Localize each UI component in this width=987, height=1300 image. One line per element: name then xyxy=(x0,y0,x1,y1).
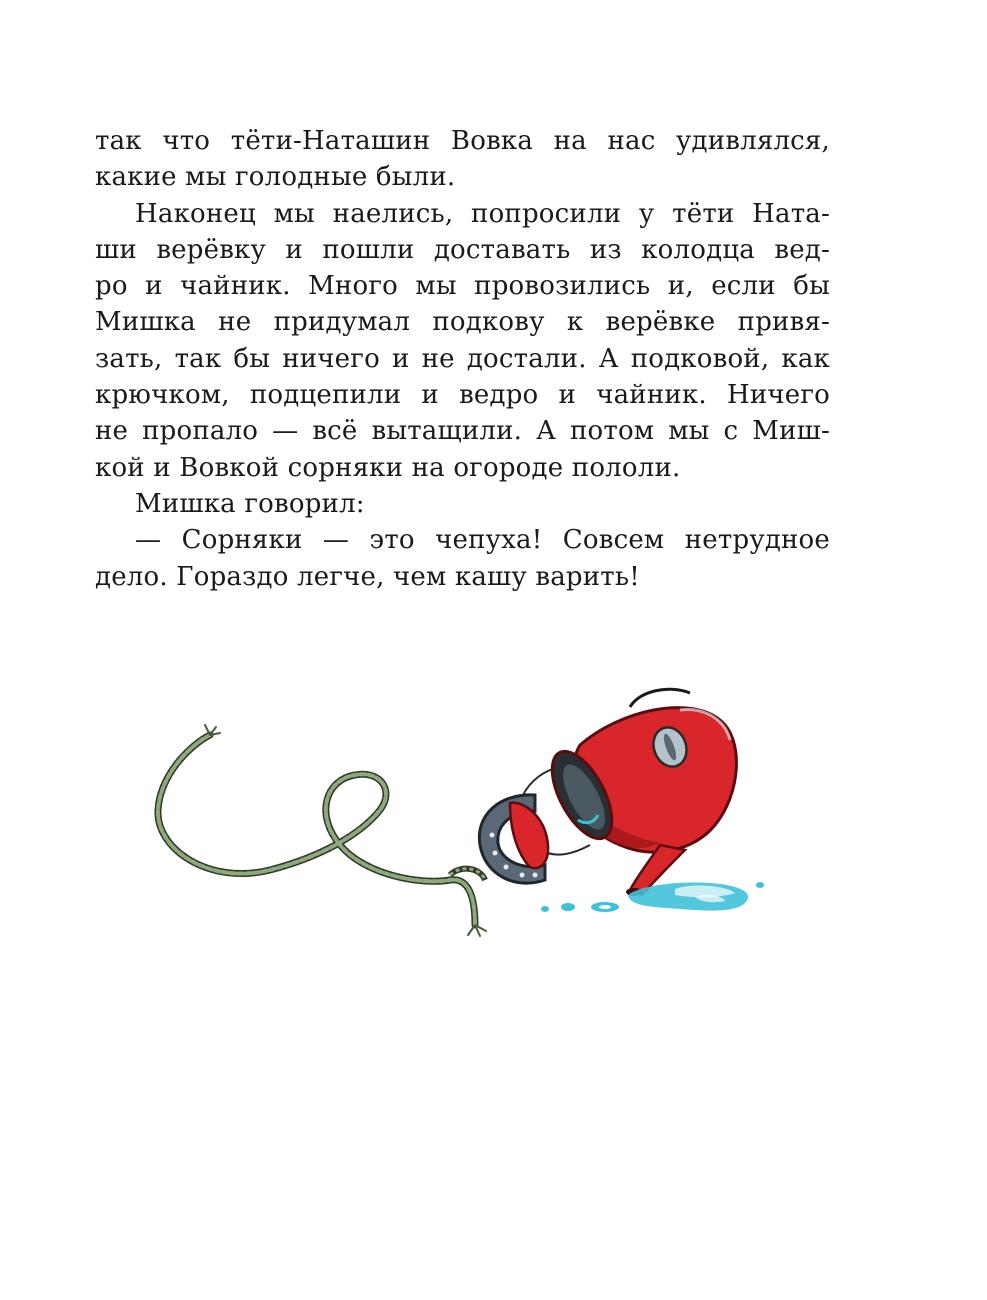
text-line: ши верёвку и пошли доставать из колодца вед- xyxy=(95,234,830,265)
text-line: так что тёти-Наташин Вовка на нас удивлялся, xyxy=(95,126,830,156)
water-puddle-icon xyxy=(541,882,764,912)
text-line: не пропало — всё вытащили. А потом мы с Миш- xyxy=(95,416,830,447)
text-line: Наконец мы наелись, попросили у тёти Ната- xyxy=(135,198,830,229)
rope-icon xyxy=(158,725,486,936)
text-line: ро и чайник. Много мы провозились и, если бы xyxy=(95,271,830,302)
text-line: Мишка не придумал подкову к верёвке привя- xyxy=(95,307,830,338)
text-line: дело. Гораздо легче, чем кашу варить! xyxy=(95,561,640,592)
text-line: какие мы голодные были. xyxy=(95,162,456,193)
text-line: кой и Вовкой сорняки на огороде пололи. xyxy=(95,452,681,483)
text-line: Мишка говорил: xyxy=(135,488,365,519)
text-line: зать, так бы ничего и не достали. А подковой, как xyxy=(95,343,830,374)
kettle-illustration xyxy=(150,685,790,945)
text-line: крючком, подцепили и ведро и чайник. Ничего xyxy=(95,380,830,411)
story-text xyxy=(95,123,830,595)
text-line: — Сорняки — это чепуха! Совсем нетрудное xyxy=(135,525,830,556)
kettle-icon xyxy=(540,689,736,896)
